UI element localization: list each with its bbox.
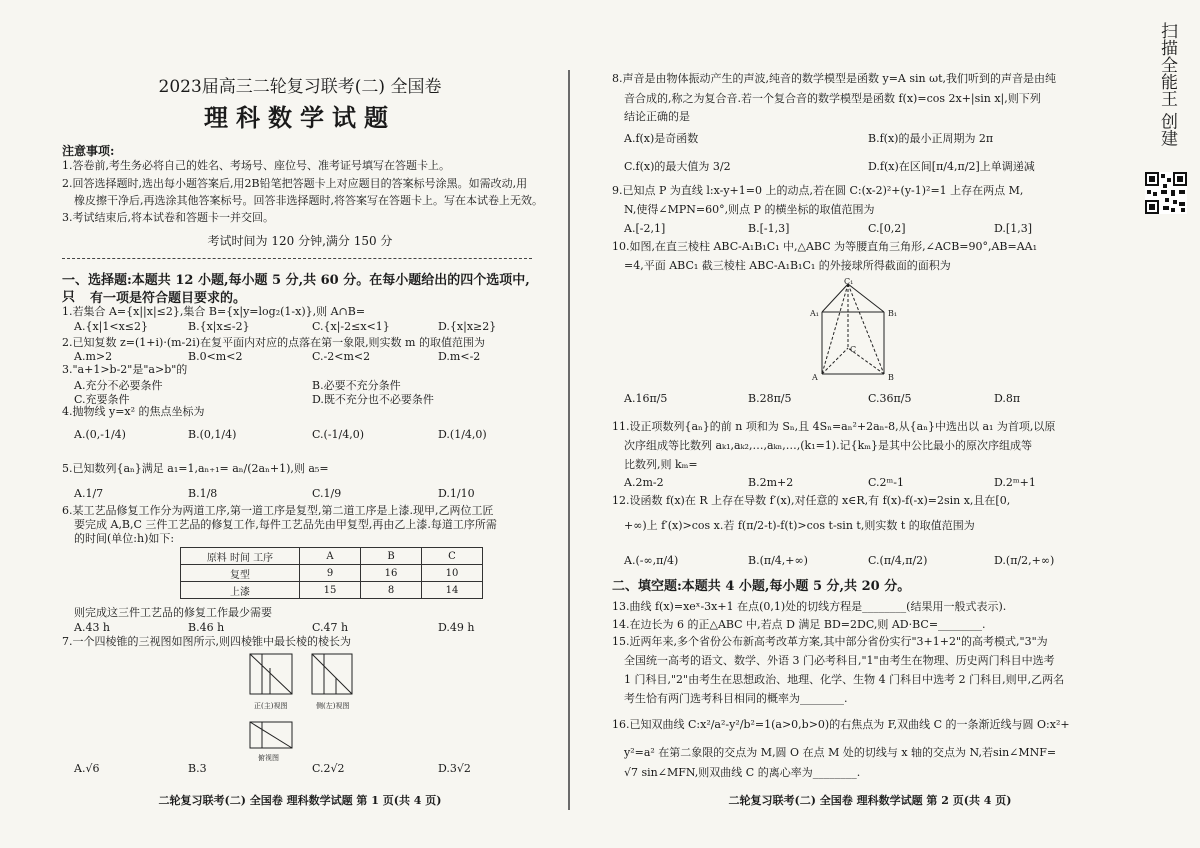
option: C.(π/4,π/2) bbox=[868, 554, 928, 567]
qr-code-icon bbox=[1145, 172, 1187, 214]
question-stem: 2.已知复数 z=(1+i)·(m-2i)在复平面内对应的点落在第一象限,则实数 m 的取值范围为 bbox=[62, 336, 485, 349]
question-stem: 6.某工艺品修复工作分为两道工序,第一道工序是复型,第二道工序是上漆.现甲,乙两位工匠 bbox=[62, 504, 494, 517]
three-view-diagram bbox=[240, 648, 370, 766]
option: A.43 h bbox=[74, 621, 111, 634]
table-header-cell: A bbox=[300, 548, 361, 565]
option: A.f(x)是奇函数 bbox=[624, 132, 699, 145]
table-row bbox=[181, 565, 483, 582]
question-stem: 14.在边长为 6 的正△ABC 中,若点 D 满足 BD=2DC,则 AD·BC=________. bbox=[612, 618, 986, 631]
option: A.[-2,1] bbox=[624, 222, 666, 235]
question-stem: 9.已知点 P 为直线 l:x-y+1=0 上的动点,若在圆 C:(x-2)²+(y-1)²=1 上存在两点 M, bbox=[612, 184, 1024, 197]
scanner-watermark: 扫描全能王 创建 bbox=[1157, 22, 1177, 147]
question-stem: 次序组成等比数列 aₖ₁,aₖ₂,…,aₖₙ,…,(k₁=1).记{kₘ}是其中公比最小的原次序组成等 bbox=[624, 439, 1033, 452]
process-time-table bbox=[180, 547, 483, 599]
table-cell: 上漆 bbox=[181, 582, 300, 599]
option: D.既不充分也不必要条件 bbox=[312, 393, 434, 406]
question-stem: 15.近两年来,多个省份公布新高考改革方案,其中部分省份实行"3+1+2"的高考模式,"3"为 bbox=[612, 635, 1048, 648]
view-label: 俯视图 bbox=[258, 754, 279, 762]
option: B.46 h bbox=[188, 621, 225, 634]
question-stem: 13.曲线 f(x)=xeˣ-3x+1 在点(0,1)处的切线方程是________(结果用一般式表示). bbox=[612, 600, 1007, 613]
question-stem: 1.若集合 A={x||x|≤2},集合 B={x|y=log₂(1-x)},则 A∩B= bbox=[62, 305, 366, 318]
option: C.{x|-2≤x<1} bbox=[312, 320, 390, 333]
page-footer: 二轮复习联考(二) 全国卷 理科数学试题 第 1 页(共 4 页) bbox=[158, 794, 442, 807]
vertex-label: C₁ bbox=[844, 277, 854, 286]
option: B.0<m<2 bbox=[188, 350, 243, 363]
question-stem: 全国统一高考的语文、数学、外语 3 门必考科目,"1"由考生在物理、历史两门科目中选考 bbox=[624, 654, 1055, 667]
option: A.充分不必要条件 bbox=[74, 379, 163, 392]
prism-figure bbox=[806, 276, 906, 384]
option: B.28π/5 bbox=[748, 392, 792, 405]
option: D.3√2 bbox=[438, 762, 471, 775]
notice-item: 橡皮擦干净后,再选涂其他答案标号。回答非选择题时,将答案写在答题卡上。写在本试卷上无效。 bbox=[74, 194, 543, 207]
option: B.2m+2 bbox=[748, 476, 794, 489]
exam-subject-title: 理科数学试题 bbox=[204, 103, 396, 132]
option: A.(0,-1/4) bbox=[74, 428, 126, 441]
option: C.f(x)的最大值为 3/2 bbox=[624, 160, 731, 173]
divider-line bbox=[62, 258, 532, 259]
table-cell: 8 bbox=[361, 582, 422, 599]
option: B.(0,1/4) bbox=[188, 428, 237, 441]
option: C.-2<m<2 bbox=[312, 350, 371, 363]
page-footer: 二轮复习联考(二) 全国卷 理科数学试题 第 2 页(共 4 页) bbox=[728, 794, 1012, 807]
question-stem: y²=a² 在第二象限的交点为 M,圆 O 在点 M 处的切线与 x 轴的交点为 N,若sin∠MNF= bbox=[624, 746, 1057, 759]
question-stem: 1 门科目,"2"由考生在思想政治、地理、化学、生物 4 门科目中选考 2 门科目,则甲,乙两名 bbox=[624, 673, 1065, 686]
exam-time: 考试时间为 120 分钟,满分 150 分 bbox=[207, 234, 393, 248]
option: C.2ᵐ-1 bbox=[868, 476, 904, 489]
option: D.49 h bbox=[438, 621, 475, 634]
option: C.充要条件 bbox=[74, 393, 130, 406]
section-heading: 有一项是符合题目要求的。 bbox=[90, 291, 247, 306]
option: C.36π/5 bbox=[868, 392, 912, 405]
option: A.m>2 bbox=[74, 350, 113, 363]
option: D.(1/4,0) bbox=[438, 428, 487, 441]
question-stem: 7.一个四棱锥的三视图如图所示,则四棱锥中最长棱的棱长为 bbox=[62, 635, 351, 648]
notice-item: 3.考试结束后,将本试卷和答题卡一并交回。 bbox=[62, 211, 274, 224]
question-stem: 则完成这三件工艺品的修复工作最少需要 bbox=[74, 606, 272, 619]
table-cell: 9 bbox=[300, 565, 361, 582]
question-stem: 音合成的,称之为复合音.若一个复合音的数学模型是函数 f(x)=cos 2x+|sin x|,则下列 bbox=[624, 92, 1041, 105]
view-label: 正(主)视图 bbox=[254, 702, 288, 710]
vertex-label: A₁ bbox=[810, 309, 819, 318]
table-header-cell: B bbox=[361, 548, 422, 565]
option: D.{x|x≥2} bbox=[438, 320, 497, 333]
option: B.3 bbox=[188, 762, 207, 775]
option: D.(π/2,+∞) bbox=[994, 554, 1055, 567]
section-heading: 一、选择题:本题共 12 小题,每小题 5 分,共 60 分。在每小题给出的四个选项中,只 bbox=[62, 273, 530, 305]
vertex-label: C bbox=[850, 345, 857, 354]
question-stem: 的时间(单位:h)如下: bbox=[74, 532, 175, 545]
option: C.[0,2] bbox=[868, 222, 906, 235]
option: D.8π bbox=[994, 392, 1021, 405]
option: A.{x|1<x≤2} bbox=[74, 320, 148, 333]
question-stem: 3."a+1>b-2"是"a>b"的 bbox=[62, 363, 188, 376]
option: A.(-∞,π/4) bbox=[624, 554, 679, 567]
option: D.f(x)在区间[π/4,π/2]上单调递减 bbox=[868, 160, 1035, 173]
option: C.1/9 bbox=[312, 487, 342, 500]
table-cell: 10 bbox=[422, 565, 483, 582]
question-stem: 4.抛物线 y=x² 的焦点坐标为 bbox=[62, 405, 205, 418]
right-page bbox=[600, 0, 1140, 848]
view-label: 侧(左)视图 bbox=[316, 702, 350, 710]
notice-item: 1.答卷前,考生务必将自己的姓名、考场号、座位号、准考证号填写在答题卡上。 bbox=[62, 159, 450, 172]
question-stem: =4,平面 ABC₁ 截三棱柱 ABC-A₁B₁C₁ 的外接球所得截面的面积为 bbox=[624, 259, 951, 272]
table-cell: 14 bbox=[422, 582, 483, 599]
section-heading: 二、填空题:本题共 4 小题,每小题 5 分,共 20 分。 bbox=[612, 579, 911, 594]
question-stem: 16.已知双曲线 C:x²/a²-y²/b²=1(a>0,b>0)的右焦点为 F,双曲线 C 的一条渐近线与圆 O:x²+ bbox=[612, 718, 1070, 731]
notice-item: 2.回答选择题时,选出每小题答案后,用2B铅笔把答题卡上对应题目的答案标号涂黑。如需改动,用 bbox=[62, 177, 528, 190]
option: C.(-1/4,0) bbox=[312, 428, 365, 441]
question-stem: √7 sin∠MFN,则双曲线 C 的离心率为________. bbox=[624, 766, 861, 779]
question-stem: +∞)上 f′(x)>cos x.若 f(π/2-t)-f(t)>cos t-sin t,则实数 t 的取值范围为 bbox=[624, 519, 975, 532]
question-stem: 比数列,则 kₘ= bbox=[624, 458, 698, 471]
table-header-cell: 原料 时间 工序 bbox=[181, 548, 300, 565]
option: B.(π/4,+∞) bbox=[748, 554, 808, 567]
table-header-cell: C bbox=[422, 548, 483, 565]
table-cell: 复型 bbox=[181, 565, 300, 582]
question-stem: 10.如图,在直三棱柱 ABC-A₁B₁C₁ 中,△ABC 为等腰直角三角形,∠ACB=90°,AB=AA₁ bbox=[612, 240, 1038, 253]
question-stem: 结论正确的是 bbox=[624, 110, 690, 123]
question-stem: N,使得∠MPN=60°,则点 P 的横坐标的取值范围为 bbox=[624, 203, 875, 216]
vertex-label: B bbox=[888, 373, 894, 382]
option: C.47 h bbox=[312, 621, 349, 634]
notice-heading: 注意事项: bbox=[62, 144, 115, 158]
option: C.2√2 bbox=[312, 762, 345, 775]
option: B.{x|x≤-2} bbox=[188, 320, 250, 333]
option: B.f(x)的最小正周期为 2π bbox=[868, 132, 994, 145]
option: D.1/10 bbox=[438, 487, 475, 500]
option: D.2ᵐ+1 bbox=[994, 476, 1036, 489]
question-stem: 要完成 A,B,C 三件工艺品的修复工作,每件工艺品先由甲复型,再由乙上漆.每道工序所需 bbox=[74, 518, 497, 531]
table-cell: 15 bbox=[300, 582, 361, 599]
question-stem: 考生恰有两门选考科目相同的概率为________. bbox=[624, 692, 848, 705]
option: B.[-1,3] bbox=[748, 222, 790, 235]
exam-title: 2023届高三二轮复习联考(二) 全国卷 bbox=[158, 77, 442, 97]
option: A.2m-2 bbox=[624, 476, 664, 489]
question-stem: 5.已知数列{aₙ}满足 a₁=1,aₙ₊₁= aₙ/(2aₙ+1),则 a₅= bbox=[62, 462, 329, 475]
left-page bbox=[50, 0, 550, 848]
option: D.[1,3] bbox=[994, 222, 1033, 235]
option: B.1/8 bbox=[188, 487, 218, 500]
option: A.1/7 bbox=[74, 487, 104, 500]
option: D.m<-2 bbox=[438, 350, 481, 363]
table-cell: 16 bbox=[361, 565, 422, 582]
option: B.必要不充分条件 bbox=[312, 379, 401, 392]
question-stem: 12.设函数 f(x)在 R 上存在导数 f′(x),对任意的 x∈R,有 f(x)-f(-x)=2sin x,且在[0, bbox=[612, 494, 1011, 507]
vertex-label: A bbox=[812, 373, 818, 382]
question-stem: 8.声音是由物体振动产生的声波,纯音的数学模型是函数 y=A sin ωt,我们听到的声音是由纯 bbox=[612, 72, 1056, 85]
option: A.16π/5 bbox=[624, 392, 668, 405]
table-row bbox=[181, 582, 483, 599]
vertex-label: B₁ bbox=[888, 309, 898, 318]
option: A.√6 bbox=[74, 762, 100, 775]
page-divider bbox=[568, 70, 570, 810]
question-stem: 11.设正项数列{aₙ}的前 n 项和为 Sₙ,且 4Sₙ=aₙ²+2aₙ-8,从{aₙ}中选出以 a₁ 为首项,以原 bbox=[612, 420, 1056, 433]
